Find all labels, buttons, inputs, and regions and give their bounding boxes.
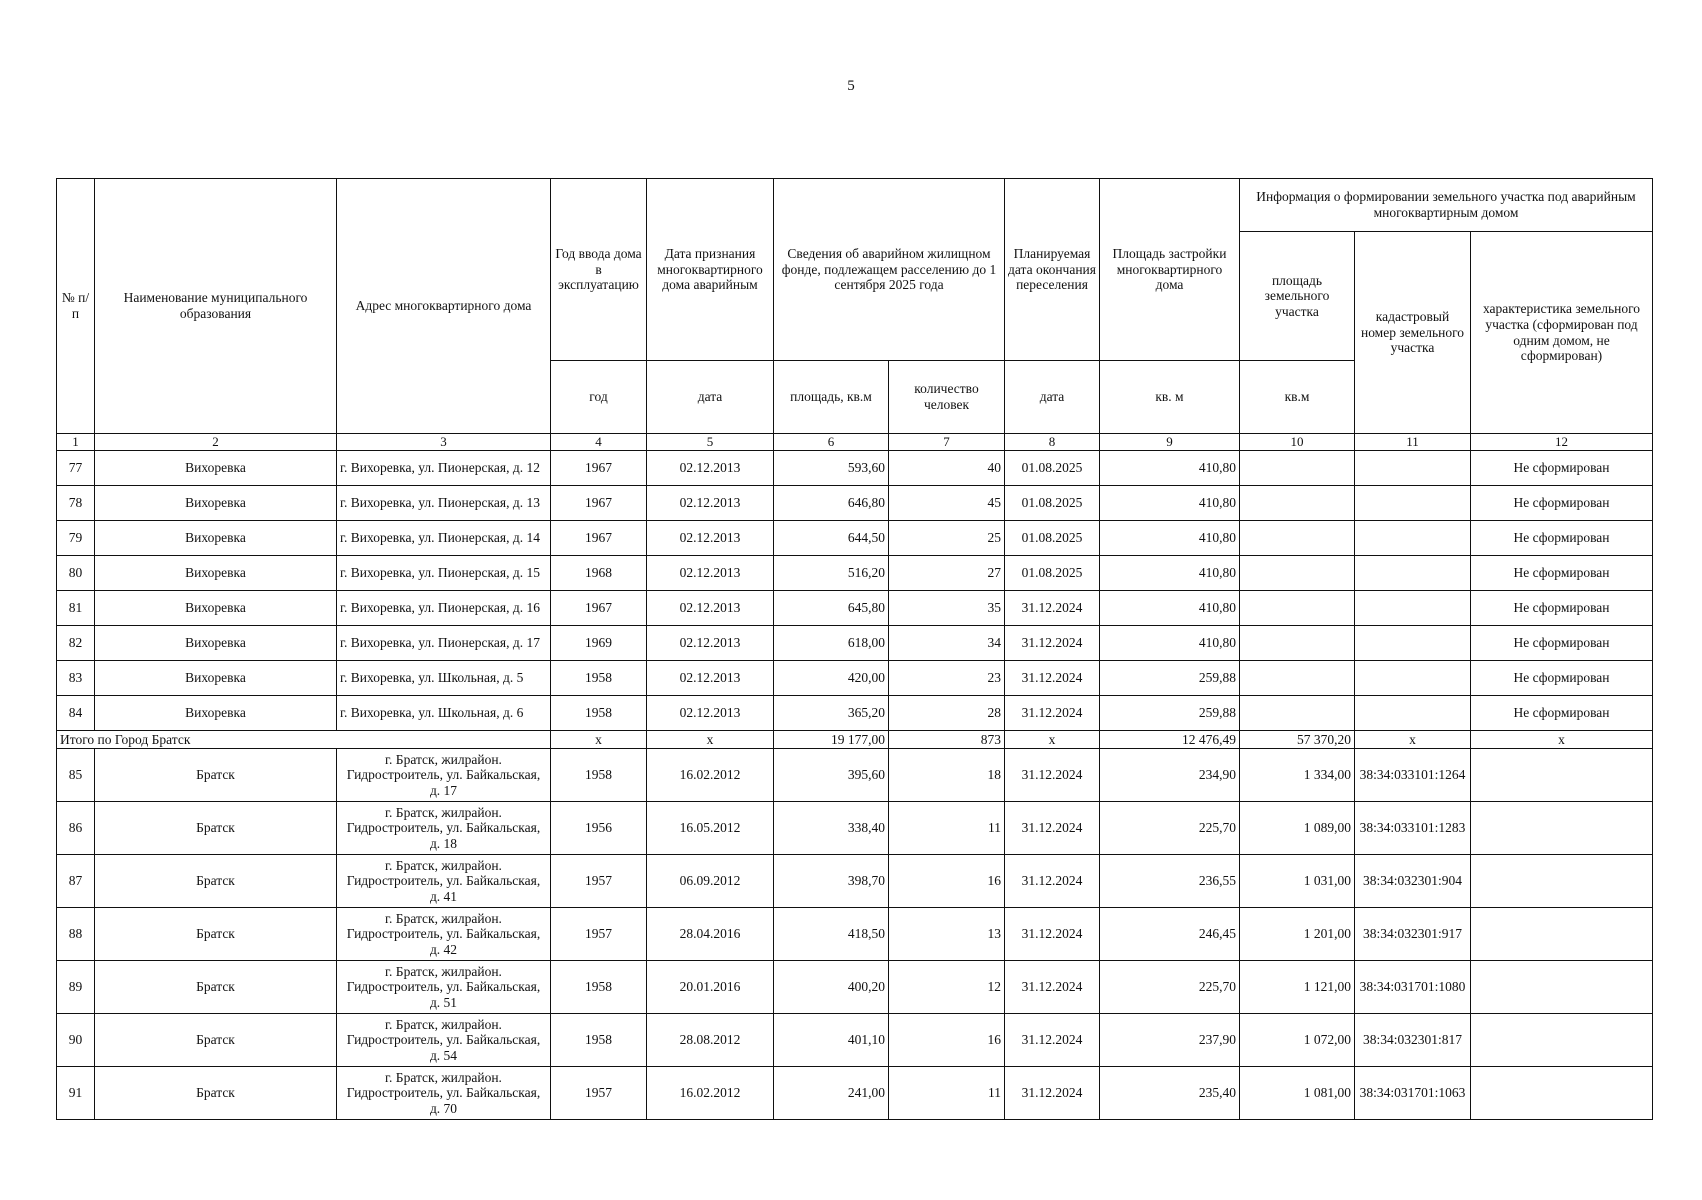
people-cell: 18 — [889, 749, 1005, 802]
end-date-cell: 31.12.2024 — [1005, 1014, 1100, 1067]
emergency-date-cell: 02.12.2013 — [647, 696, 774, 731]
area-cell: 645,80 — [774, 591, 889, 626]
column-number: 6 — [774, 434, 889, 451]
emergency-date-cell: 02.12.2013 — [647, 451, 774, 486]
address-line: г. Братск, жилрайон. — [385, 805, 502, 821]
table-row — [57, 591, 1653, 626]
land-area-cell — [1240, 591, 1355, 626]
cadastral-cell — [1355, 696, 1471, 731]
land-status-cell — [1471, 961, 1653, 1014]
year-cell: 1967 — [551, 451, 647, 486]
cadastral-cell — [1355, 626, 1471, 661]
people-cell: 12 — [889, 961, 1005, 1014]
year-cell: 1957 — [551, 855, 647, 908]
people-cell: 45 — [889, 486, 1005, 521]
land-status-cell — [1471, 802, 1653, 855]
address-cell: г. Вихоревка, ул. Школьная, д. 6 — [337, 696, 551, 731]
header-resettlement-end: Планируемая дата окончания переселения — [1005, 179, 1100, 361]
table-row — [57, 521, 1653, 556]
end-date-cell: 31.12.2024 — [1005, 626, 1100, 661]
table-row — [57, 1067, 1653, 1120]
emergency-housing-table — [56, 178, 1653, 1120]
header-emergency-fund: Сведения об аварийном жилищном фонде, подлежащем расселению до 1 сентября 2025 года — [774, 179, 1005, 361]
table-row — [57, 908, 1653, 961]
address-line: Гидростроитель, ул. Байкальская, — [346, 1085, 541, 1101]
year-cell: 1967 — [551, 486, 647, 521]
table-row — [57, 696, 1653, 731]
column-number: 3 — [337, 434, 551, 451]
municipality-cell: Братск — [95, 855, 337, 908]
total-status-cell: x — [1471, 731, 1653, 749]
column-number: 7 — [889, 434, 1005, 451]
unit-area: площадь, кв.м — [774, 361, 889, 434]
column-number: 8 — [1005, 434, 1100, 451]
address-line: д. 41 — [429, 888, 458, 904]
area-cell: 516,20 — [774, 556, 889, 591]
address-line: г. Братск, жилрайон. — [385, 752, 502, 768]
header-land-area: площадь земельного участка — [1240, 232, 1355, 361]
people-cell: 13 — [889, 908, 1005, 961]
address-cell: г. Вихоревка, ул. Пионерская, д. 15 — [337, 556, 551, 591]
total-land-area-cell: 57 370,20 — [1240, 731, 1355, 749]
land-area-cell: 1 201,00 — [1240, 908, 1355, 961]
emergency-date-cell: 02.12.2013 — [647, 626, 774, 661]
address-cell — [337, 1014, 551, 1067]
address-cell — [337, 802, 551, 855]
total-people-cell: 873 — [889, 731, 1005, 749]
end-date-cell: 01.08.2025 — [1005, 486, 1100, 521]
address-line: Гидростроитель, ул. Байкальская, — [346, 926, 541, 942]
total-label: Итого по Город Братск — [57, 731, 551, 749]
total-end-cell: x — [1005, 731, 1100, 749]
row-number: 83 — [57, 661, 95, 696]
people-cell: 28 — [889, 696, 1005, 731]
land-status-cell: Не сформирован — [1471, 451, 1653, 486]
end-date-cell: 31.12.2024 — [1005, 961, 1100, 1014]
building-area-cell: 259,88 — [1100, 696, 1240, 731]
land-status-cell — [1471, 908, 1653, 961]
address-cell — [337, 749, 551, 802]
building-area-cell: 237,90 — [1100, 1014, 1240, 1067]
row-number: 87 — [57, 855, 95, 908]
emergency-date-cell: 02.12.2013 — [647, 556, 774, 591]
land-status-cell — [1471, 1014, 1653, 1067]
table-row — [57, 749, 1653, 802]
header-emergency-date: Дата признания многоквартирного дома аварийным — [647, 179, 774, 361]
address-cell: г. Вихоревка, ул. Пионерская, д. 17 — [337, 626, 551, 661]
emergency-date-cell: 02.12.2013 — [647, 591, 774, 626]
address-cell — [337, 961, 551, 1014]
building-area-cell: 259,88 — [1100, 661, 1240, 696]
cadastral-cell: 38:34:031701:1063 — [1355, 1067, 1471, 1120]
address-line: Гидростроитель, ул. Байкальская, — [346, 820, 541, 836]
address-line: д. 54 — [429, 1047, 458, 1063]
municipality-cell: Братск — [95, 1014, 337, 1067]
municipality-cell: Братск — [95, 802, 337, 855]
people-cell: 16 — [889, 855, 1005, 908]
people-cell: 23 — [889, 661, 1005, 696]
municipality-cell: Вихоревка — [95, 661, 337, 696]
row-number: 77 — [57, 451, 95, 486]
area-cell: 338,40 — [774, 802, 889, 855]
header-commission-year: Год ввода дома в эксплуатацию — [551, 179, 647, 361]
emergency-date-cell: 28.04.2016 — [647, 908, 774, 961]
row-number: 79 — [57, 521, 95, 556]
end-date-cell: 31.12.2024 — [1005, 591, 1100, 626]
table-row — [57, 626, 1653, 661]
table-row — [57, 1014, 1653, 1067]
end-date-cell: 31.12.2024 — [1005, 908, 1100, 961]
land-area-cell: 1 081,00 — [1240, 1067, 1355, 1120]
emergency-date-cell: 16.05.2012 — [647, 802, 774, 855]
cadastral-cell: 38:34:032301:817 — [1355, 1014, 1471, 1067]
land-area-cell — [1240, 696, 1355, 731]
address-cell: г. Вихоревка, ул. Пионерская, д. 14 — [337, 521, 551, 556]
address-line: Гидростроитель, ул. Байкальская, — [346, 873, 541, 889]
address-cell — [337, 1067, 551, 1120]
land-area-cell — [1240, 451, 1355, 486]
address-line: д. 42 — [429, 941, 458, 957]
header-municipality: Наименование муниципального образования — [95, 179, 337, 434]
year-cell: 1958 — [551, 696, 647, 731]
area-cell: 646,80 — [774, 486, 889, 521]
year-cell: 1958 — [551, 661, 647, 696]
column-number: 5 — [647, 434, 774, 451]
year-cell: 1957 — [551, 1067, 647, 1120]
people-cell: 34 — [889, 626, 1005, 661]
area-cell: 420,00 — [774, 661, 889, 696]
area-cell: 398,70 — [774, 855, 889, 908]
land-status-cell: Не сформирован — [1471, 486, 1653, 521]
unit-date: дата — [647, 361, 774, 434]
year-cell: 1967 — [551, 591, 647, 626]
land-area-cell — [1240, 486, 1355, 521]
municipality-cell: Вихоревка — [95, 696, 337, 731]
building-area-cell: 236,55 — [1100, 855, 1240, 908]
table-row — [57, 661, 1653, 696]
land-area-cell — [1240, 521, 1355, 556]
land-status-cell — [1471, 749, 1653, 802]
cadastral-cell: 38:34:032301:917 — [1355, 908, 1471, 961]
address-cell — [337, 855, 551, 908]
unit-land-area: кв.м — [1240, 361, 1355, 434]
municipality-cell: Вихоревка — [95, 556, 337, 591]
end-date-cell: 01.08.2025 — [1005, 556, 1100, 591]
address-cell: г. Вихоревка, ул. Пионерская, д. 16 — [337, 591, 551, 626]
address-line: Гидростроитель, ул. Байкальская, — [346, 979, 541, 995]
address-line: д. 51 — [429, 994, 458, 1010]
municipality-cell: Братск — [95, 908, 337, 961]
cadastral-cell: 38:34:033101:1283 — [1355, 802, 1471, 855]
table-row — [57, 486, 1653, 521]
address-line: г. Братск, жилрайон. — [385, 1070, 502, 1086]
people-cell: 35 — [889, 591, 1005, 626]
header-address: Адрес многоквартирного дома — [337, 179, 551, 434]
row-number: 90 — [57, 1014, 95, 1067]
cadastral-cell — [1355, 521, 1471, 556]
address-cell: г. Вихоревка, ул. Пионерская, д. 12 — [337, 451, 551, 486]
people-cell: 16 — [889, 1014, 1005, 1067]
cadastral-cell — [1355, 591, 1471, 626]
column-number: 11 — [1355, 434, 1471, 451]
municipality-cell: Братск — [95, 961, 337, 1014]
end-date-cell: 31.12.2024 — [1005, 1067, 1100, 1120]
emergency-date-cell: 28.08.2012 — [647, 1014, 774, 1067]
row-number: 82 — [57, 626, 95, 661]
year-cell: 1958 — [551, 961, 647, 1014]
unit-end-date: дата — [1005, 361, 1100, 434]
people-cell: 11 — [889, 802, 1005, 855]
end-date-cell: 31.12.2024 — [1005, 749, 1100, 802]
total-area-cell: 19 177,00 — [774, 731, 889, 749]
header-building-area: Площадь застройки многоквартирного дома — [1100, 179, 1240, 361]
building-area-cell: 234,90 — [1100, 749, 1240, 802]
building-area-cell: 410,80 — [1100, 451, 1240, 486]
land-status-cell — [1471, 855, 1653, 908]
building-area-cell: 410,80 — [1100, 556, 1240, 591]
building-area-cell: 235,40 — [1100, 1067, 1240, 1120]
end-date-cell: 31.12.2024 — [1005, 802, 1100, 855]
municipality-cell: Вихоревка — [95, 521, 337, 556]
building-area-cell: 246,45 — [1100, 908, 1240, 961]
area-cell: 395,60 — [774, 749, 889, 802]
end-date-cell: 31.12.2024 — [1005, 696, 1100, 731]
municipality-cell: Вихоревка — [95, 626, 337, 661]
land-area-cell — [1240, 626, 1355, 661]
table-row — [57, 556, 1653, 591]
unit-people: количество человек — [889, 361, 1005, 434]
row-number: 86 — [57, 802, 95, 855]
land-status-cell — [1471, 1067, 1653, 1120]
address-line: г. Братск, жилрайон. — [385, 858, 502, 874]
header-cadastral-number: кадастровый номер земельного участка — [1355, 232, 1471, 434]
cadastral-cell — [1355, 661, 1471, 696]
people-cell: 40 — [889, 451, 1005, 486]
column-number: 9 — [1100, 434, 1240, 451]
end-date-cell: 01.08.2025 — [1005, 451, 1100, 486]
address-line: г. Братск, жилрайон. — [385, 1017, 502, 1033]
row-number: 81 — [57, 591, 95, 626]
area-cell: 593,60 — [774, 451, 889, 486]
municipality-cell: Вихоревка — [95, 451, 337, 486]
municipality-cell: Братск — [95, 1067, 337, 1120]
area-cell: 644,50 — [774, 521, 889, 556]
building-area-cell: 225,70 — [1100, 802, 1240, 855]
emergency-date-cell: 16.02.2012 — [647, 749, 774, 802]
year-cell: 1967 — [551, 521, 647, 556]
emergency-date-cell: 02.12.2013 — [647, 521, 774, 556]
end-date-cell: 31.12.2024 — [1005, 855, 1100, 908]
address-line: д. 18 — [429, 835, 458, 851]
building-area-cell: 410,80 — [1100, 486, 1240, 521]
row-number: 91 — [57, 1067, 95, 1120]
row-number: 80 — [57, 556, 95, 591]
column-number: 2 — [95, 434, 337, 451]
table-row — [57, 802, 1653, 855]
address-line: Гидростроитель, ул. Байкальская, — [346, 767, 541, 783]
area-cell: 365,20 — [774, 696, 889, 731]
header-row-number: № п/п — [57, 179, 95, 434]
table-row — [57, 451, 1653, 486]
header-land-status: характеристика земельного участка (сформирован под одним домом, не сформирован) — [1471, 232, 1653, 434]
municipality-cell: Вихоревка — [95, 591, 337, 626]
address-line: г. Братск, жилрайон. — [385, 911, 502, 927]
emergency-date-cell: 02.12.2013 — [647, 661, 774, 696]
address-cell — [337, 908, 551, 961]
cadastral-cell: 38:34:032301:904 — [1355, 855, 1471, 908]
year-cell: 1956 — [551, 802, 647, 855]
table-row — [57, 855, 1653, 908]
municipality-cell: Братск — [95, 749, 337, 802]
land-status-cell: Не сформирован — [1471, 521, 1653, 556]
unit-building-area: кв. м — [1100, 361, 1240, 434]
area-cell: 418,50 — [774, 908, 889, 961]
land-area-cell: 1 089,00 — [1240, 802, 1355, 855]
land-status-cell: Не сформирован — [1471, 591, 1653, 626]
land-area-cell — [1240, 661, 1355, 696]
total-building-area-cell: 12 476,49 — [1100, 731, 1240, 749]
address-line: д. 17 — [429, 782, 458, 798]
emergency-date-cell: 20.01.2016 — [647, 961, 774, 1014]
header-land-plot-group: Информация о формировании земельного участка под аварийным многоквартирным домом — [1240, 179, 1653, 232]
unit-year: год — [551, 361, 647, 434]
cadastral-cell: 38:34:031701:1080 — [1355, 961, 1471, 1014]
total-cadastral-cell: x — [1355, 731, 1471, 749]
address-line: д. 70 — [429, 1100, 458, 1116]
land-area-cell: 1 072,00 — [1240, 1014, 1355, 1067]
year-cell: 1968 — [551, 556, 647, 591]
land-area-cell: 1 334,00 — [1240, 749, 1355, 802]
building-area-cell: 410,80 — [1100, 626, 1240, 661]
year-cell: 1969 — [551, 626, 647, 661]
total-year-cell: x — [551, 731, 647, 749]
area-cell: 241,00 — [774, 1067, 889, 1120]
area-cell: 401,10 — [774, 1014, 889, 1067]
building-area-cell: 410,80 — [1100, 521, 1240, 556]
land-status-cell: Не сформирован — [1471, 556, 1653, 591]
table-row — [57, 961, 1653, 1014]
cadastral-cell — [1355, 486, 1471, 521]
land-area-cell: 1 121,00 — [1240, 961, 1355, 1014]
total-row — [57, 731, 1653, 749]
year-cell: 1958 — [551, 749, 647, 802]
emergency-date-cell: 16.02.2012 — [647, 1067, 774, 1120]
emergency-date-cell: 02.12.2013 — [647, 486, 774, 521]
row-number: 89 — [57, 961, 95, 1014]
municipality-cell: Вихоревка — [95, 486, 337, 521]
end-date-cell: 01.08.2025 — [1005, 521, 1100, 556]
address-cell: г. Вихоревка, ул. Школьная, д. 5 — [337, 661, 551, 696]
cadastral-cell — [1355, 451, 1471, 486]
land-status-cell: Не сформирован — [1471, 661, 1653, 696]
column-number-row — [57, 434, 1653, 451]
people-cell: 27 — [889, 556, 1005, 591]
column-number: 4 — [551, 434, 647, 451]
area-cell: 618,00 — [774, 626, 889, 661]
address-cell: г. Вихоревка, ул. Пионерская, д. 13 — [337, 486, 551, 521]
address-line: г. Братск, жилрайон. — [385, 964, 502, 980]
year-cell: 1957 — [551, 908, 647, 961]
people-cell: 11 — [889, 1067, 1005, 1120]
row-number: 88 — [57, 908, 95, 961]
building-area-cell: 410,80 — [1100, 591, 1240, 626]
people-cell: 25 — [889, 521, 1005, 556]
area-cell: 400,20 — [774, 961, 889, 1014]
land-status-cell: Не сформирован — [1471, 626, 1653, 661]
address-line: Гидростроитель, ул. Байкальская, — [346, 1032, 541, 1048]
emergency-date-cell: 06.09.2012 — [647, 855, 774, 908]
column-number: 12 — [1471, 434, 1653, 451]
year-cell: 1958 — [551, 1014, 647, 1067]
page-number: 5 — [847, 78, 855, 94]
column-number: 1 — [57, 434, 95, 451]
building-area-cell: 225,70 — [1100, 961, 1240, 1014]
land-area-cell — [1240, 556, 1355, 591]
end-date-cell: 31.12.2024 — [1005, 661, 1100, 696]
row-number: 78 — [57, 486, 95, 521]
land-area-cell: 1 031,00 — [1240, 855, 1355, 908]
cadastral-cell — [1355, 556, 1471, 591]
cadastral-cell: 38:34:033101:1264 — [1355, 749, 1471, 802]
total-date-cell: x — [647, 731, 774, 749]
land-status-cell: Не сформирован — [1471, 696, 1653, 731]
column-number: 10 — [1240, 434, 1355, 451]
row-number: 85 — [57, 749, 95, 802]
row-number: 84 — [57, 696, 95, 731]
